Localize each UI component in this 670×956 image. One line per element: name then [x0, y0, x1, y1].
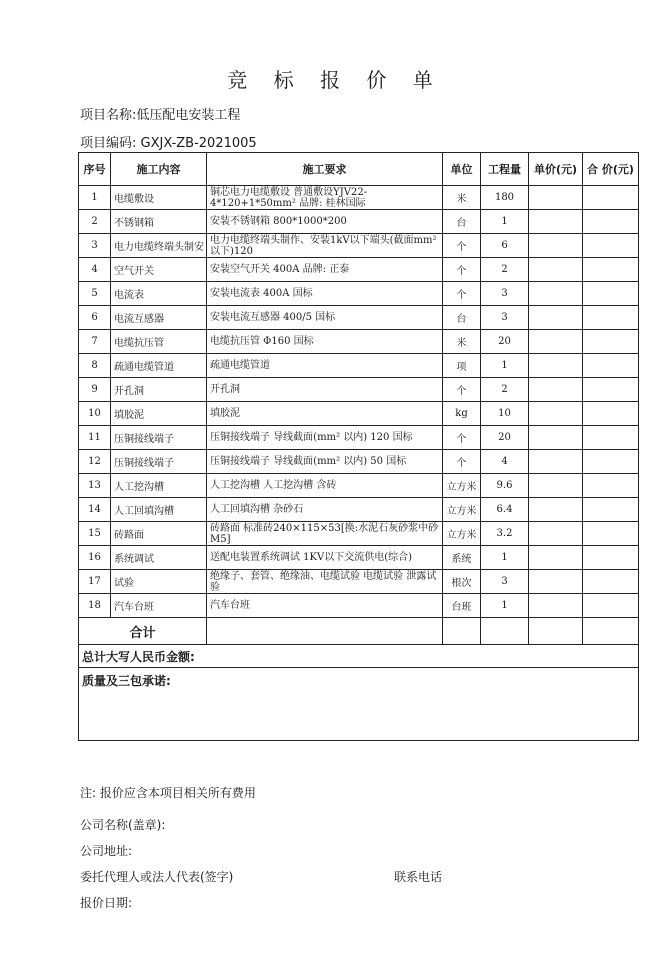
- cell-qty: 10: [481, 402, 529, 426]
- cell-unit: 个: [443, 258, 481, 282]
- cell-total[interactable]: [583, 594, 639, 618]
- cell-no: 1: [79, 186, 111, 210]
- cell-unit: 个: [443, 282, 481, 306]
- cell-qty: 4: [481, 450, 529, 474]
- cell-unit: 台班: [443, 594, 481, 618]
- cell-requirement: 砖路面 标准砖240×115×53[换:水泥石灰砂浆中砂M5]: [207, 522, 443, 546]
- cell-unit: kg: [443, 402, 481, 426]
- cell-content: 填胶泥: [111, 402, 207, 426]
- quote-sheet: [78, 152, 638, 741]
- warranty-label[interactable]: 质量及三包承诺:: [79, 668, 639, 741]
- cell-content: 试验: [111, 570, 207, 594]
- cell-qty: 180: [481, 186, 529, 210]
- phone-field[interactable]: 联系电话: [394, 870, 443, 884]
- cell-total[interactable]: [583, 234, 639, 258]
- table-row: [79, 522, 639, 546]
- cell-price[interactable]: [529, 234, 583, 258]
- cell-unit: 立方米: [443, 474, 481, 498]
- cell-price[interactable]: [529, 522, 583, 546]
- cell-price[interactable]: [529, 450, 583, 474]
- cell-unit: 系统: [443, 546, 481, 570]
- table-row: [79, 306, 639, 330]
- cell-requirement: 人工挖沟槽 人工挖沟槽 含砖: [207, 474, 443, 498]
- table-row: [79, 282, 639, 306]
- cell-content: 系统调试: [111, 546, 207, 570]
- cell-qty: 2: [481, 378, 529, 402]
- cell-qty: 1: [481, 354, 529, 378]
- cell-no: 12: [79, 450, 111, 474]
- cell-qty: 9.6: [481, 474, 529, 498]
- cell-price[interactable]: [529, 498, 583, 522]
- cell-no: 5: [79, 282, 111, 306]
- cell-qty: 3: [481, 282, 529, 306]
- col-requirement-header: 施工要求: [207, 153, 443, 186]
- cell-requirement: 送配电装置系统调试 1KV以下交流供电(综合): [207, 546, 443, 570]
- cell-content: 人工回填沟槽: [111, 498, 207, 522]
- cell-no: 11: [79, 426, 111, 450]
- cell-content: 砖路面: [111, 522, 207, 546]
- cell-unit: 项: [443, 354, 481, 378]
- cell-no: 4: [79, 258, 111, 282]
- cell-total[interactable]: [583, 498, 639, 522]
- table-row: [79, 474, 639, 498]
- cell-unit: 个: [443, 450, 481, 474]
- col-total-header: 合 价(元): [583, 153, 639, 186]
- cell-unit: 个: [443, 234, 481, 258]
- cell-no: 9: [79, 378, 111, 402]
- total-label: 合计: [79, 618, 207, 645]
- cell-total[interactable]: [583, 426, 639, 450]
- cell-unit: 台: [443, 306, 481, 330]
- cell-unit: 个: [443, 378, 481, 402]
- table-row: [79, 330, 639, 354]
- col-no-header: 序号: [79, 153, 111, 186]
- cell-price[interactable]: [529, 378, 583, 402]
- document-title: 竞 标 报 价 单: [227, 68, 443, 92]
- total-price-cell[interactable]: [529, 618, 583, 645]
- cell-no: 8: [79, 354, 111, 378]
- table-row: [79, 450, 639, 474]
- cell-price[interactable]: [529, 258, 583, 282]
- cell-no: 3: [79, 234, 111, 258]
- rows-body: [79, 186, 639, 618]
- header-row: [79, 153, 639, 186]
- cell-no: 7: [79, 330, 111, 354]
- project-code: 项目编码: GXJX-ZB-2021005: [80, 136, 257, 151]
- cell-price[interactable]: [529, 330, 583, 354]
- cell-unit: 台: [443, 210, 481, 234]
- cell-total[interactable]: [583, 186, 639, 210]
- cell-requirement: 汽车台班: [207, 594, 443, 618]
- cell-price[interactable]: [529, 402, 583, 426]
- cell-unit: 米: [443, 186, 481, 210]
- col-content-header: 施工内容: [111, 153, 207, 186]
- cell-no: 6: [79, 306, 111, 330]
- cell-total[interactable]: [583, 306, 639, 330]
- cell-content: 电流表: [111, 282, 207, 306]
- cell-content: 汽车台班: [111, 594, 207, 618]
- table-row: [79, 570, 639, 594]
- cell-total[interactable]: [583, 546, 639, 570]
- cell-content: 开孔洞: [111, 378, 207, 402]
- cell-total[interactable]: [583, 354, 639, 378]
- table-row: [79, 234, 639, 258]
- cell-unit: 米: [443, 330, 481, 354]
- cell-requirement: 电力电缆终端头制作、安装1kV以下端头(截面mm²以下)120: [207, 234, 443, 258]
- table-row: [79, 594, 639, 618]
- cell-qty: 3.2: [481, 522, 529, 546]
- cell-qty: 6: [481, 234, 529, 258]
- total-blank: [481, 618, 529, 645]
- cell-requirement: 安装不锈钢箱 800*1000*200: [207, 210, 443, 234]
- cell-requirement: 填胶泥: [207, 402, 443, 426]
- note-text: 注: 报价应含本项目相关所有费用: [80, 786, 256, 800]
- cell-requirement: 铜芯电力电缆敷设 普通敷设YJV22-4*120+1*50mm² 品牌: 桂林国际: [207, 186, 443, 210]
- cell-requirement: 压铜接线端子 导线截面(mm² 以内) 50 国标: [207, 450, 443, 474]
- cell-total[interactable]: [583, 210, 639, 234]
- cell-content: 压铜接线端子: [111, 426, 207, 450]
- cell-qty: 1: [481, 594, 529, 618]
- cell-unit: 个: [443, 426, 481, 450]
- cell-requirement: 疏通电缆管道: [207, 354, 443, 378]
- cell-total[interactable]: [583, 378, 639, 402]
- cell-price[interactable]: [529, 210, 583, 234]
- cell-qty: 2: [481, 258, 529, 282]
- cell-unit: 根次: [443, 570, 481, 594]
- total-row: [79, 618, 639, 645]
- cell-content: 不锈钢箱: [111, 210, 207, 234]
- company-address-field[interactable]: 公司地址:: [80, 844, 133, 858]
- cell-content: 电缆抗压管: [111, 330, 207, 354]
- cell-no: 18: [79, 594, 111, 618]
- cell-unit: 立方米: [443, 522, 481, 546]
- cell-requirement: 人工回填沟槽 杂砂石: [207, 498, 443, 522]
- col-unit-header: 单位: [443, 153, 481, 186]
- cell-no: 13: [79, 474, 111, 498]
- col-qty-header: 工程量: [481, 153, 529, 186]
- cell-no: 16: [79, 546, 111, 570]
- cell-total[interactable]: [583, 450, 639, 474]
- cell-price[interactable]: [529, 282, 583, 306]
- table-row: [79, 186, 639, 210]
- quote-table: [78, 152, 639, 741]
- cell-content: 人工挖沟槽: [111, 474, 207, 498]
- table-row: [79, 498, 639, 522]
- cell-qty: 1: [481, 546, 529, 570]
- warranty-row: [79, 668, 639, 741]
- cell-qty: 3: [481, 306, 529, 330]
- cell-content: 疏通电缆管道: [111, 354, 207, 378]
- company-name-field[interactable]: 公司名称(盖章):: [80, 818, 166, 832]
- cell-qty: 1: [481, 210, 529, 234]
- cell-total[interactable]: [583, 402, 639, 426]
- table-row: [79, 378, 639, 402]
- table-row: [79, 354, 639, 378]
- cell-qty: 6.4: [481, 498, 529, 522]
- cell-qty: 20: [481, 426, 529, 450]
- cell-price[interactable]: [529, 306, 583, 330]
- cell-qty: 3: [481, 570, 529, 594]
- cell-total[interactable]: [583, 522, 639, 546]
- total-sum-cell[interactable]: [583, 618, 639, 645]
- cell-total[interactable]: [583, 570, 639, 594]
- cell-price[interactable]: [529, 594, 583, 618]
- col-price-header: 单价(元): [529, 153, 583, 186]
- cell-no: 10: [79, 402, 111, 426]
- total-blank: [443, 618, 481, 645]
- cell-total[interactable]: [583, 330, 639, 354]
- cell-requirement: 开孔洞: [207, 378, 443, 402]
- cell-total[interactable]: [583, 258, 639, 282]
- cell-price[interactable]: [529, 426, 583, 450]
- cell-no: 15: [79, 522, 111, 546]
- cell-qty: 20: [481, 330, 529, 354]
- cell-price[interactable]: [529, 546, 583, 570]
- cell-unit: 立方米: [443, 498, 481, 522]
- cell-requirement: 绝缘子、套管、绝缘油、电缆试验 电缆试验 泄露试验: [207, 570, 443, 594]
- quote-date-field[interactable]: 报价日期:: [80, 896, 133, 910]
- cell-content: 电缆敷设: [111, 186, 207, 210]
- table-row: [79, 426, 639, 450]
- amount-words-row: [79, 645, 639, 668]
- project-name: 项目名称:低压配电安装工程: [80, 108, 241, 123]
- cell-requirement: 压铜接线端子 导线截面(mm² 以内) 120 国标: [207, 426, 443, 450]
- cell-price[interactable]: [529, 354, 583, 378]
- cell-no: 14: [79, 498, 111, 522]
- cell-price[interactable]: [529, 186, 583, 210]
- agent-signature-field[interactable]: 委托代理人或法人代表(签字): [80, 870, 234, 884]
- cell-requirement: 安装空气开关 400A 品牌: 正泰: [207, 258, 443, 282]
- cell-requirement: 安装电流表 400A 国标: [207, 282, 443, 306]
- table-row: [79, 258, 639, 282]
- cell-content: 空气开关: [111, 258, 207, 282]
- cell-price[interactable]: [529, 570, 583, 594]
- cell-no: 2: [79, 210, 111, 234]
- table-row: [79, 546, 639, 570]
- cell-requirement: 安装电流互感器 400/5 国标: [207, 306, 443, 330]
- table-row: [79, 210, 639, 234]
- cell-content: 压铜接线端子: [111, 450, 207, 474]
- cell-requirement: 电缆抗压管 Φ160 国标: [207, 330, 443, 354]
- cell-content: 电流互感器: [111, 306, 207, 330]
- amount-words-label[interactable]: 总计大写人民币金额:: [79, 645, 639, 668]
- cell-price[interactable]: [529, 474, 583, 498]
- cell-total[interactable]: [583, 282, 639, 306]
- table-row: [79, 402, 639, 426]
- cell-no: 17: [79, 570, 111, 594]
- cell-content: 电力电缆终端头制安: [111, 234, 207, 258]
- total-blank: [207, 618, 443, 645]
- cell-total[interactable]: [583, 474, 639, 498]
